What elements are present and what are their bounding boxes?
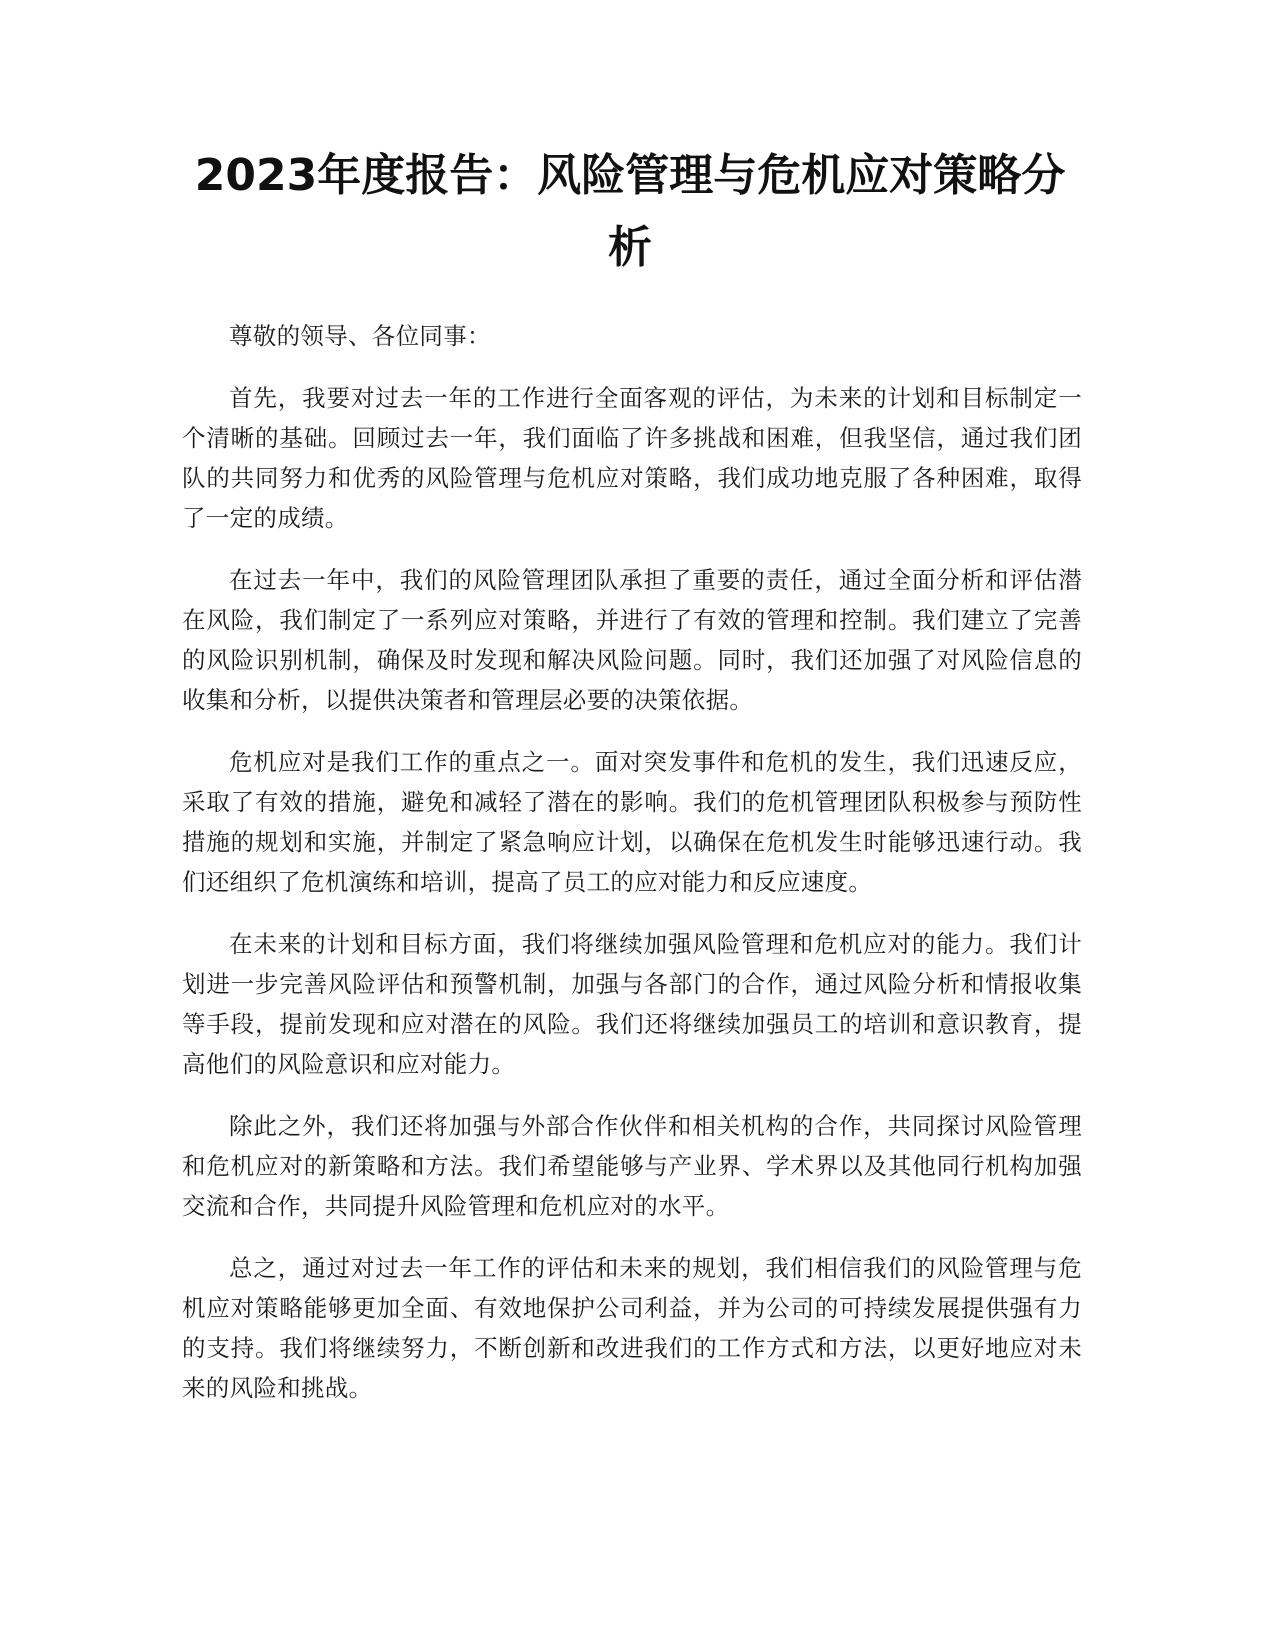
paragraph-2: 在过去一年中，我们的风险管理团队承担了重要的责任，通过全面分析和评估潜在风险，我们制定了一系列应对策略，并进行了有效的管理和控制。我们建立了完善的风险识别机制，确保及时发现和解决风险问题。同时，我们还加强了对风险信息的收集和分析，以提供决策者和管理层必要的决策依据。 — [182, 566, 1082, 714]
salutation: 尊敬的领导、各位同事： — [229, 322, 491, 350]
paragraph-3: 危机应对是我们工作的重点之一。面对突发事件和危机的发生，我们迅速反应，采取了有效的措施，避免和减轻了潜在的影响。我们的危机管理团队积极参与预防性措施的规划和实施，并制定了紧急响应计划，以确保在危机发生时能够迅速行动。我们还组织了危机演练和培训，提高了员工的应对能力和反应速度。 — [182, 748, 1082, 896]
document-title: 2023年度报告：风险管理与危机应对策略分析 — [194, 150, 1066, 273]
paragraph-4: 在未来的计划和目标方面，我们将继续加强风险管理和危机应对的能力。我们计划进一步完善风险评估和预警机制，加强与各部门的合作，通过风险分析和情报收集等手段，提前发现和应对潜在的风险。我们还将继续加强员工的培训和意识教育，提高他们的风险意识和应对能力。 — [182, 930, 1082, 1078]
paragraph-6: 总之，通过对过去一年工作的评估和未来的规划，我们相信我们的风险管理与危机应对策略能够更加全面、有效地保护公司利益，并为公司的可持续发展提供强有力的支持。我们将继续努力，不断创新和改进我们的工作方式和方法，以更好地应对未来的风险和挑战。 — [182, 1254, 1082, 1402]
paragraph-5: 除此之外，我们还将加强与外部合作伙伴和相关机构的合作，共同探讨风险管理和危机应对的新策略和方法。我们希望能够与产业界、学术界以及其他同行机构加强交流和合作，共同提升风险管理和危机应对的水平。 — [182, 1112, 1082, 1220]
document-body — [182, 316, 1082, 1430]
paragraph-1: 首先，我要对过去一年的工作进行全面客观的评估，为未来的计划和目标制定一个清晰的基础。回顾过去一年，我们面临了许多挑战和困难，但我坚信，通过我们团队的共同努力和优秀的风险管理与危机应对策略，我们成功地克服了各种困难，取得了一定的成绩。 — [182, 384, 1082, 532]
